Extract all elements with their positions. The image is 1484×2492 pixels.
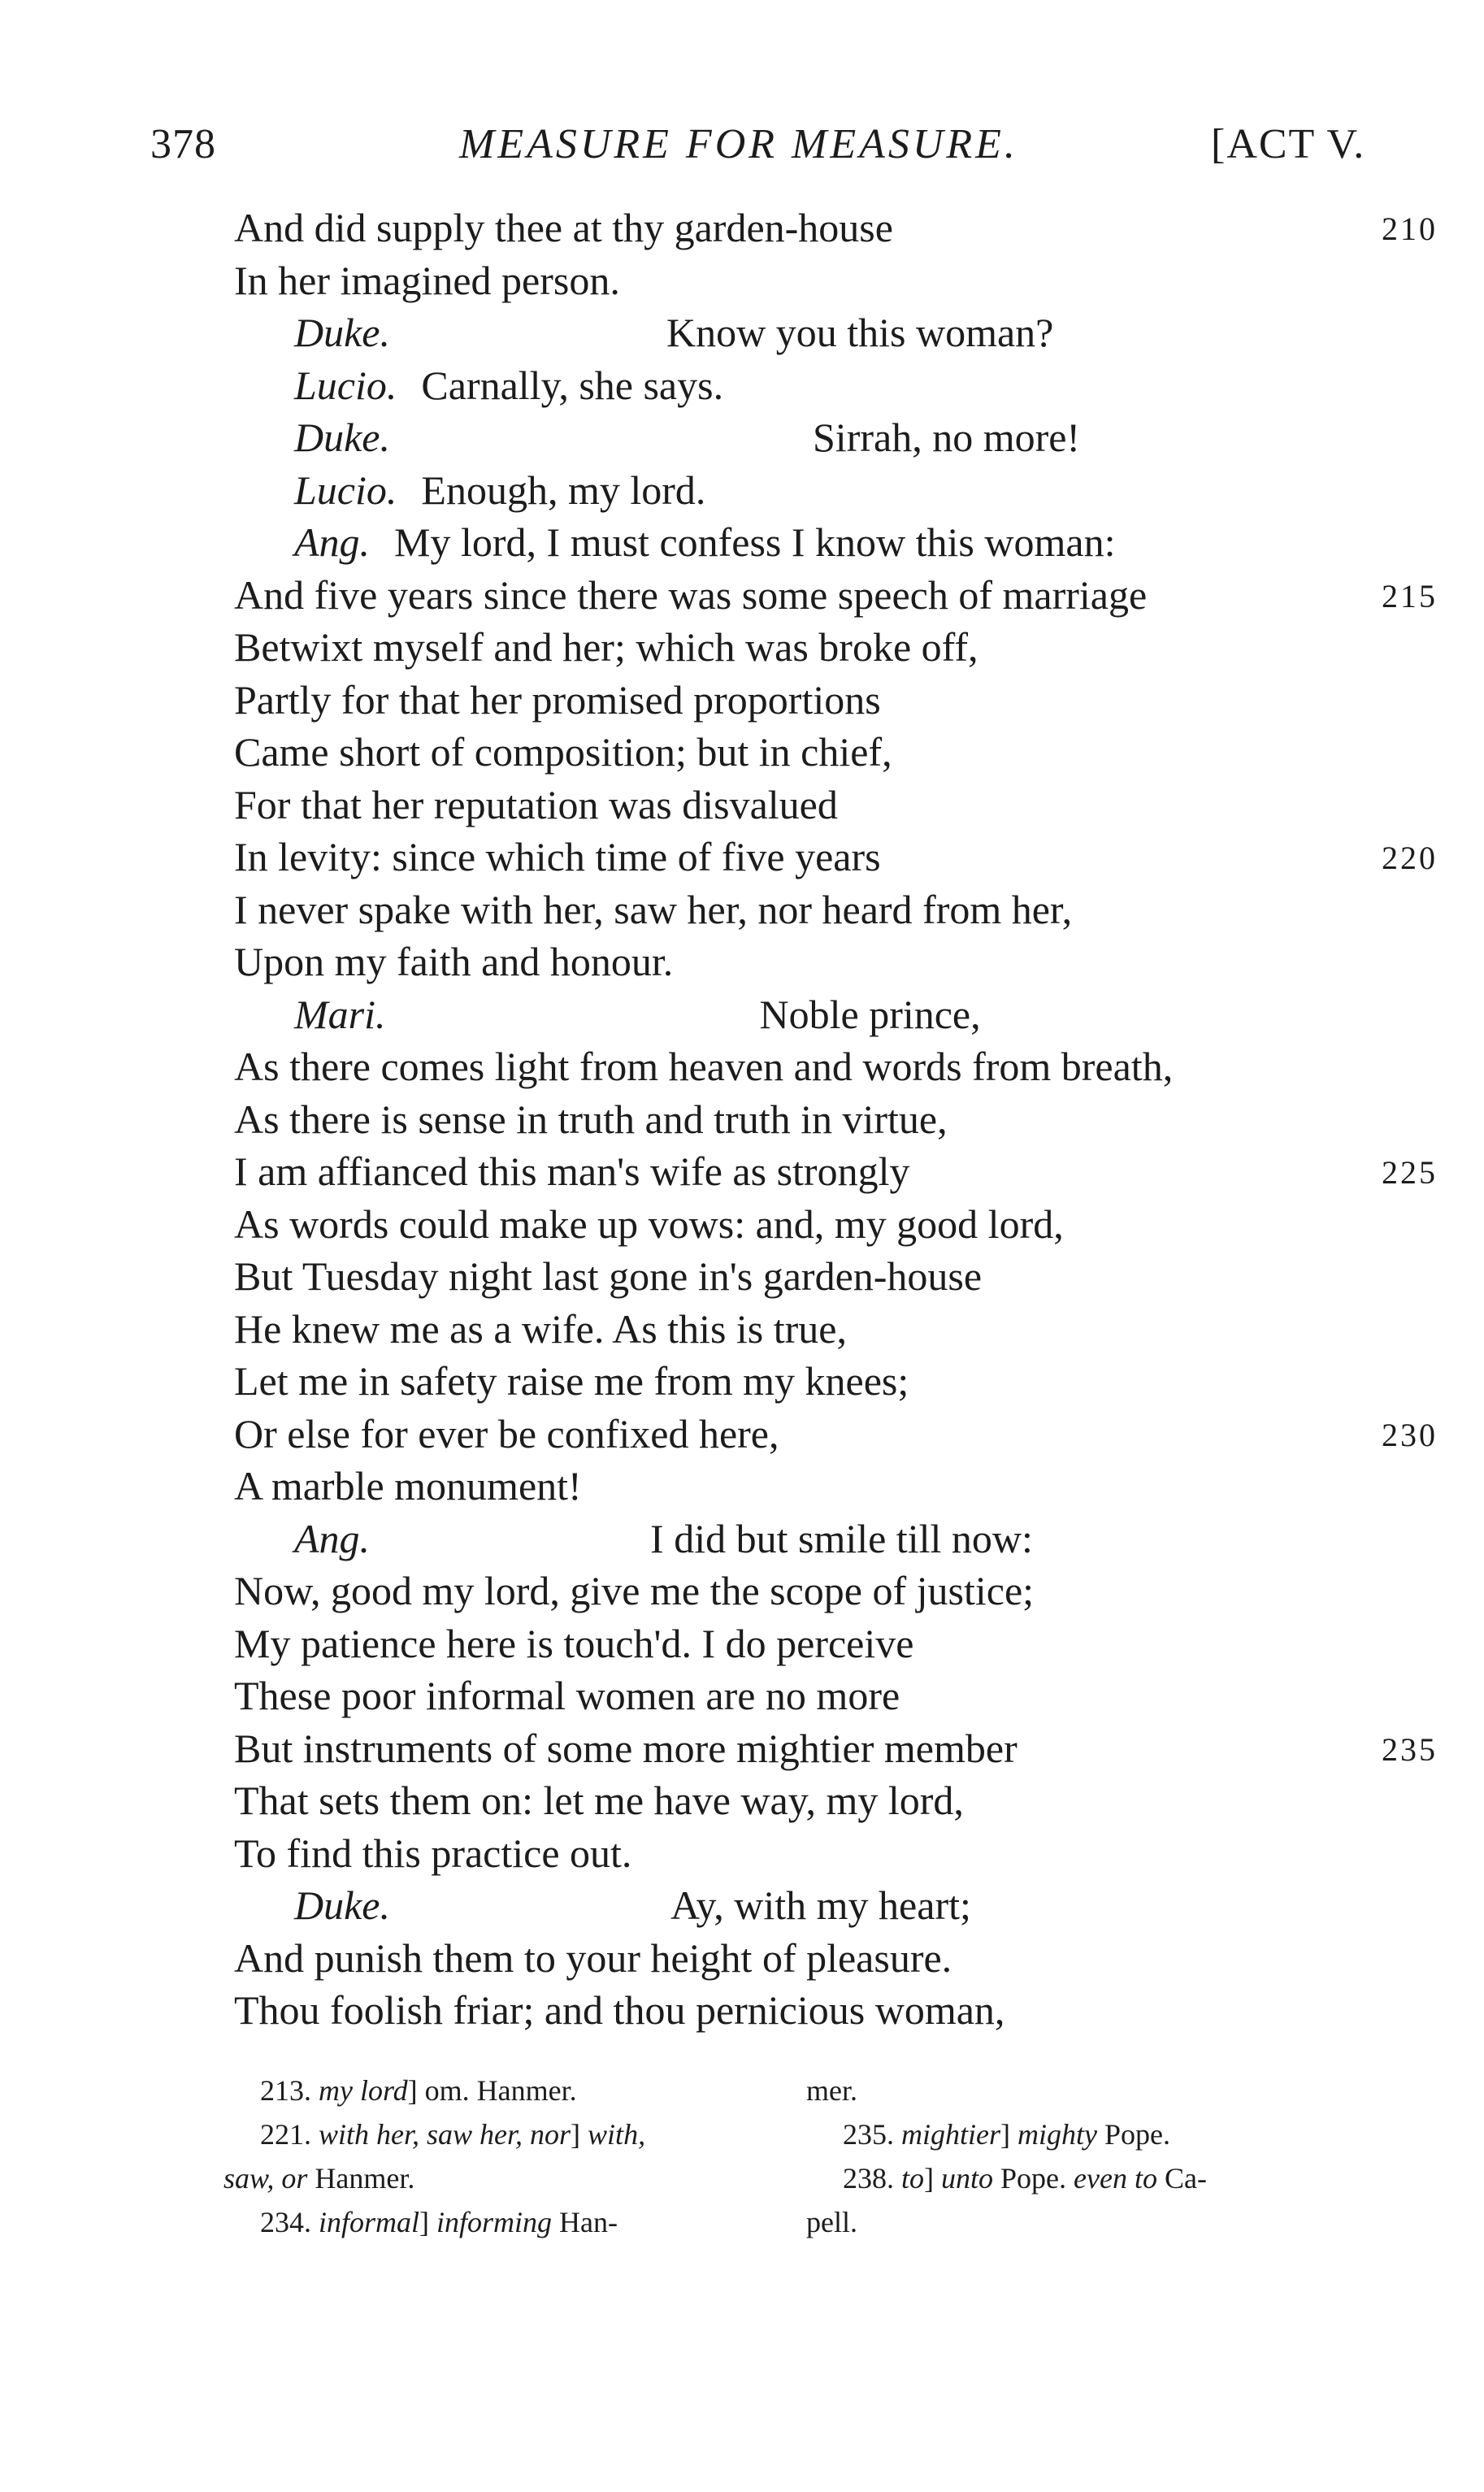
footnote-fragment: my lord (319, 2074, 408, 2107)
footnote-fragment: with, (588, 2118, 646, 2151)
speaker-name: Mari. (294, 991, 386, 1037)
footnote-fragment: Han- (552, 2206, 618, 2238)
line-text: For that her reputation was disvalued (234, 781, 838, 827)
verse-line (0, 202, 1484, 254)
line-text: I did but smile till now: (650, 1515, 1033, 1561)
line-number: 230 (1382, 1416, 1438, 1453)
verse-line (0, 621, 1484, 674)
speaker-name: Duke. (294, 1882, 390, 1928)
line-text: Enough, my lord. (421, 467, 706, 513)
verse-line (0, 1303, 1484, 1356)
verse-line (0, 936, 1484, 988)
line-text: I never spake with her, saw her, nor heard from her, (234, 886, 1073, 932)
line-text: To find this practice out. (234, 1830, 632, 1876)
line-number: 235 (1382, 1730, 1438, 1768)
footnote-line (223, 2200, 792, 2244)
verse-line (0, 1984, 1484, 2037)
line-text: That sets them on: let me have way, my lord, (234, 1778, 964, 1823)
footnote-fragment: Ca- (1156, 2162, 1207, 2195)
line-text: Upon my faith and honour. (234, 939, 674, 984)
verse-line (0, 1879, 1484, 1932)
verse-line (0, 1513, 1484, 1565)
verse-line (0, 1774, 1484, 1827)
verse-line (0, 1408, 1484, 1461)
speaker-name: Ang. (294, 1515, 371, 1561)
line-text: Thou foolish friar; and thou pernicious woman, (234, 1987, 1005, 2033)
footnote-fragment: Pope. (1096, 2118, 1170, 2151)
verse-line (0, 569, 1484, 622)
line-text: And punish them to your height of pleasure. (234, 1934, 952, 1981)
speaker-name: Lucio. (294, 362, 397, 408)
verse-line (0, 306, 1484, 359)
verse-line (0, 1198, 1484, 1251)
line-text: As words could make up vows: and, my good lord, (234, 1200, 1064, 1247)
verse-line (0, 359, 1484, 412)
line-text: Let me in safety raise me from my knees; (234, 1358, 909, 1404)
verse-line (0, 1460, 1484, 1513)
line-text: He knew me as a wife. As this is true, (234, 1305, 848, 1352)
footnote-fragment: even to (1074, 2162, 1157, 2195)
line-text: Noble prince, (759, 991, 981, 1037)
line-text: A marble monument! (234, 1463, 582, 1509)
verse-line (0, 464, 1484, 517)
verse-line (0, 411, 1484, 464)
verse-line (0, 779, 1484, 831)
line-text: Partly for that her promised proportions (234, 676, 881, 723)
footnote-fragment: Hanmer. (307, 2162, 415, 2195)
speaker-name: Duke. (294, 310, 390, 355)
line-text: Now, good my lord, give me the scope of justice; (234, 1568, 1035, 1613)
footnote-fragment: 238. (843, 2162, 901, 2195)
footnote-fragment: 213. (260, 2074, 319, 2107)
speaker-name: Ang. (294, 519, 371, 565)
line-text: Carnally, she says. (421, 362, 724, 408)
footnote-fragment: unto (941, 2162, 994, 2195)
verse-line (0, 1932, 1484, 1985)
verse-line (0, 1669, 1484, 1722)
footnote-fragment: ] (571, 2118, 588, 2151)
verse-line (0, 1722, 1484, 1775)
footnote-fragment: 235. (843, 2118, 901, 2151)
play-title: MEASURE FOR MEASURE. (459, 121, 1018, 167)
verse-line (0, 1093, 1484, 1146)
footnotes-column-right (806, 2069, 1359, 2244)
line-number: 225 (1382, 1154, 1438, 1191)
line-text: Ay, with my heart; (670, 1882, 971, 1928)
line-text: But Tuesday night last gone in's garden-house (234, 1253, 983, 1299)
act-label: [ACT V. (1211, 121, 1366, 167)
line-number: 220 (1382, 840, 1438, 876)
footnote-fragment: to (901, 2162, 925, 2195)
footnote-line (806, 2156, 1359, 2200)
line-number: 215 (1382, 577, 1438, 614)
footnote-line (806, 2200, 1359, 2244)
line-text: In levity: since which time of five years (234, 834, 881, 879)
running-header (0, 114, 1484, 179)
footnote-fragment: ] om. Hanmer. (407, 2074, 577, 2107)
line-number: 210 (1382, 211, 1438, 247)
footnote-line (223, 2112, 792, 2156)
verse-line (0, 1355, 1484, 1408)
verse-line (0, 516, 1484, 569)
verse-line (0, 1827, 1484, 1880)
line-text: And five years since there was some speech of marriage (234, 571, 1148, 618)
footnote-line (806, 2069, 1359, 2112)
footnote-fragment: ] (924, 2162, 942, 2195)
line-text: My patience here is touch'd. I do perceive (234, 1620, 914, 1666)
footnote-fragment: informing (436, 2206, 553, 2238)
page-number: 378 (150, 121, 216, 167)
verse-line (0, 831, 1484, 883)
verse-line (0, 1617, 1484, 1670)
line-text: My lord, I must confess I know this woman: (394, 519, 1116, 565)
footnote-fragment: 221. (260, 2118, 319, 2151)
footnote-fragment: saw, or (223, 2162, 308, 2195)
verse-line (0, 1040, 1484, 1093)
speaker-name: Lucio. (294, 467, 397, 513)
verse-line (0, 254, 1484, 307)
line-text: Betwixt myself and her; which was broke off, (234, 624, 978, 670)
line-text: Or else for ever be confixed here, (234, 1410, 779, 1457)
footnote-fragment: Pope. (993, 2162, 1074, 2195)
line-text: These poor informal women are no more (234, 1673, 900, 1718)
footnote-line (223, 2156, 792, 2200)
verse-line (0, 1565, 1484, 1617)
verse-text (0, 202, 1484, 2037)
line-text: As there comes light from heaven and words from breath, (234, 1044, 1174, 1089)
footnote-line (806, 2112, 1359, 2156)
footnote-fragment: mightier (901, 2118, 1000, 2151)
line-text: But instruments of some more mightier member (234, 1725, 1018, 1771)
footnote-fragment: ] (419, 2206, 437, 2238)
line-text: Know you this woman? (666, 310, 1054, 355)
line-text: In her imagined person. (234, 257, 620, 303)
line-text: Sirrah, no more! (813, 415, 1081, 460)
footnote-fragment: mer. (806, 2074, 857, 2107)
footnote-fragment: mighty (1018, 2118, 1097, 2151)
verse-line (0, 674, 1484, 727)
line-text: And did supply thee at thy garden-house (234, 205, 893, 250)
footnote-fragment: pell. (806, 2206, 857, 2238)
verse-line (0, 1145, 1484, 1198)
line-text: Came short of composition; but in chief, (234, 729, 892, 775)
verse-line (0, 883, 1484, 936)
line-text: As there is sense in truth and truth in virtue, (234, 1096, 948, 1142)
footnote-fragment: ] (1000, 2118, 1018, 2151)
footnote-line (223, 2069, 792, 2112)
footnotes-column-left (223, 2069, 792, 2244)
verse-line (0, 988, 1484, 1041)
footnote-fragment: informal (319, 2206, 420, 2238)
speaker-name: Duke. (294, 415, 390, 460)
verse-line (0, 726, 1484, 779)
verse-line (0, 1250, 1484, 1303)
line-text: I am affianced this man's wife as strongly (234, 1148, 910, 1194)
footnote-fragment: with her, saw her, nor (319, 2118, 571, 2151)
footnote-fragment: 234. (260, 2206, 319, 2238)
